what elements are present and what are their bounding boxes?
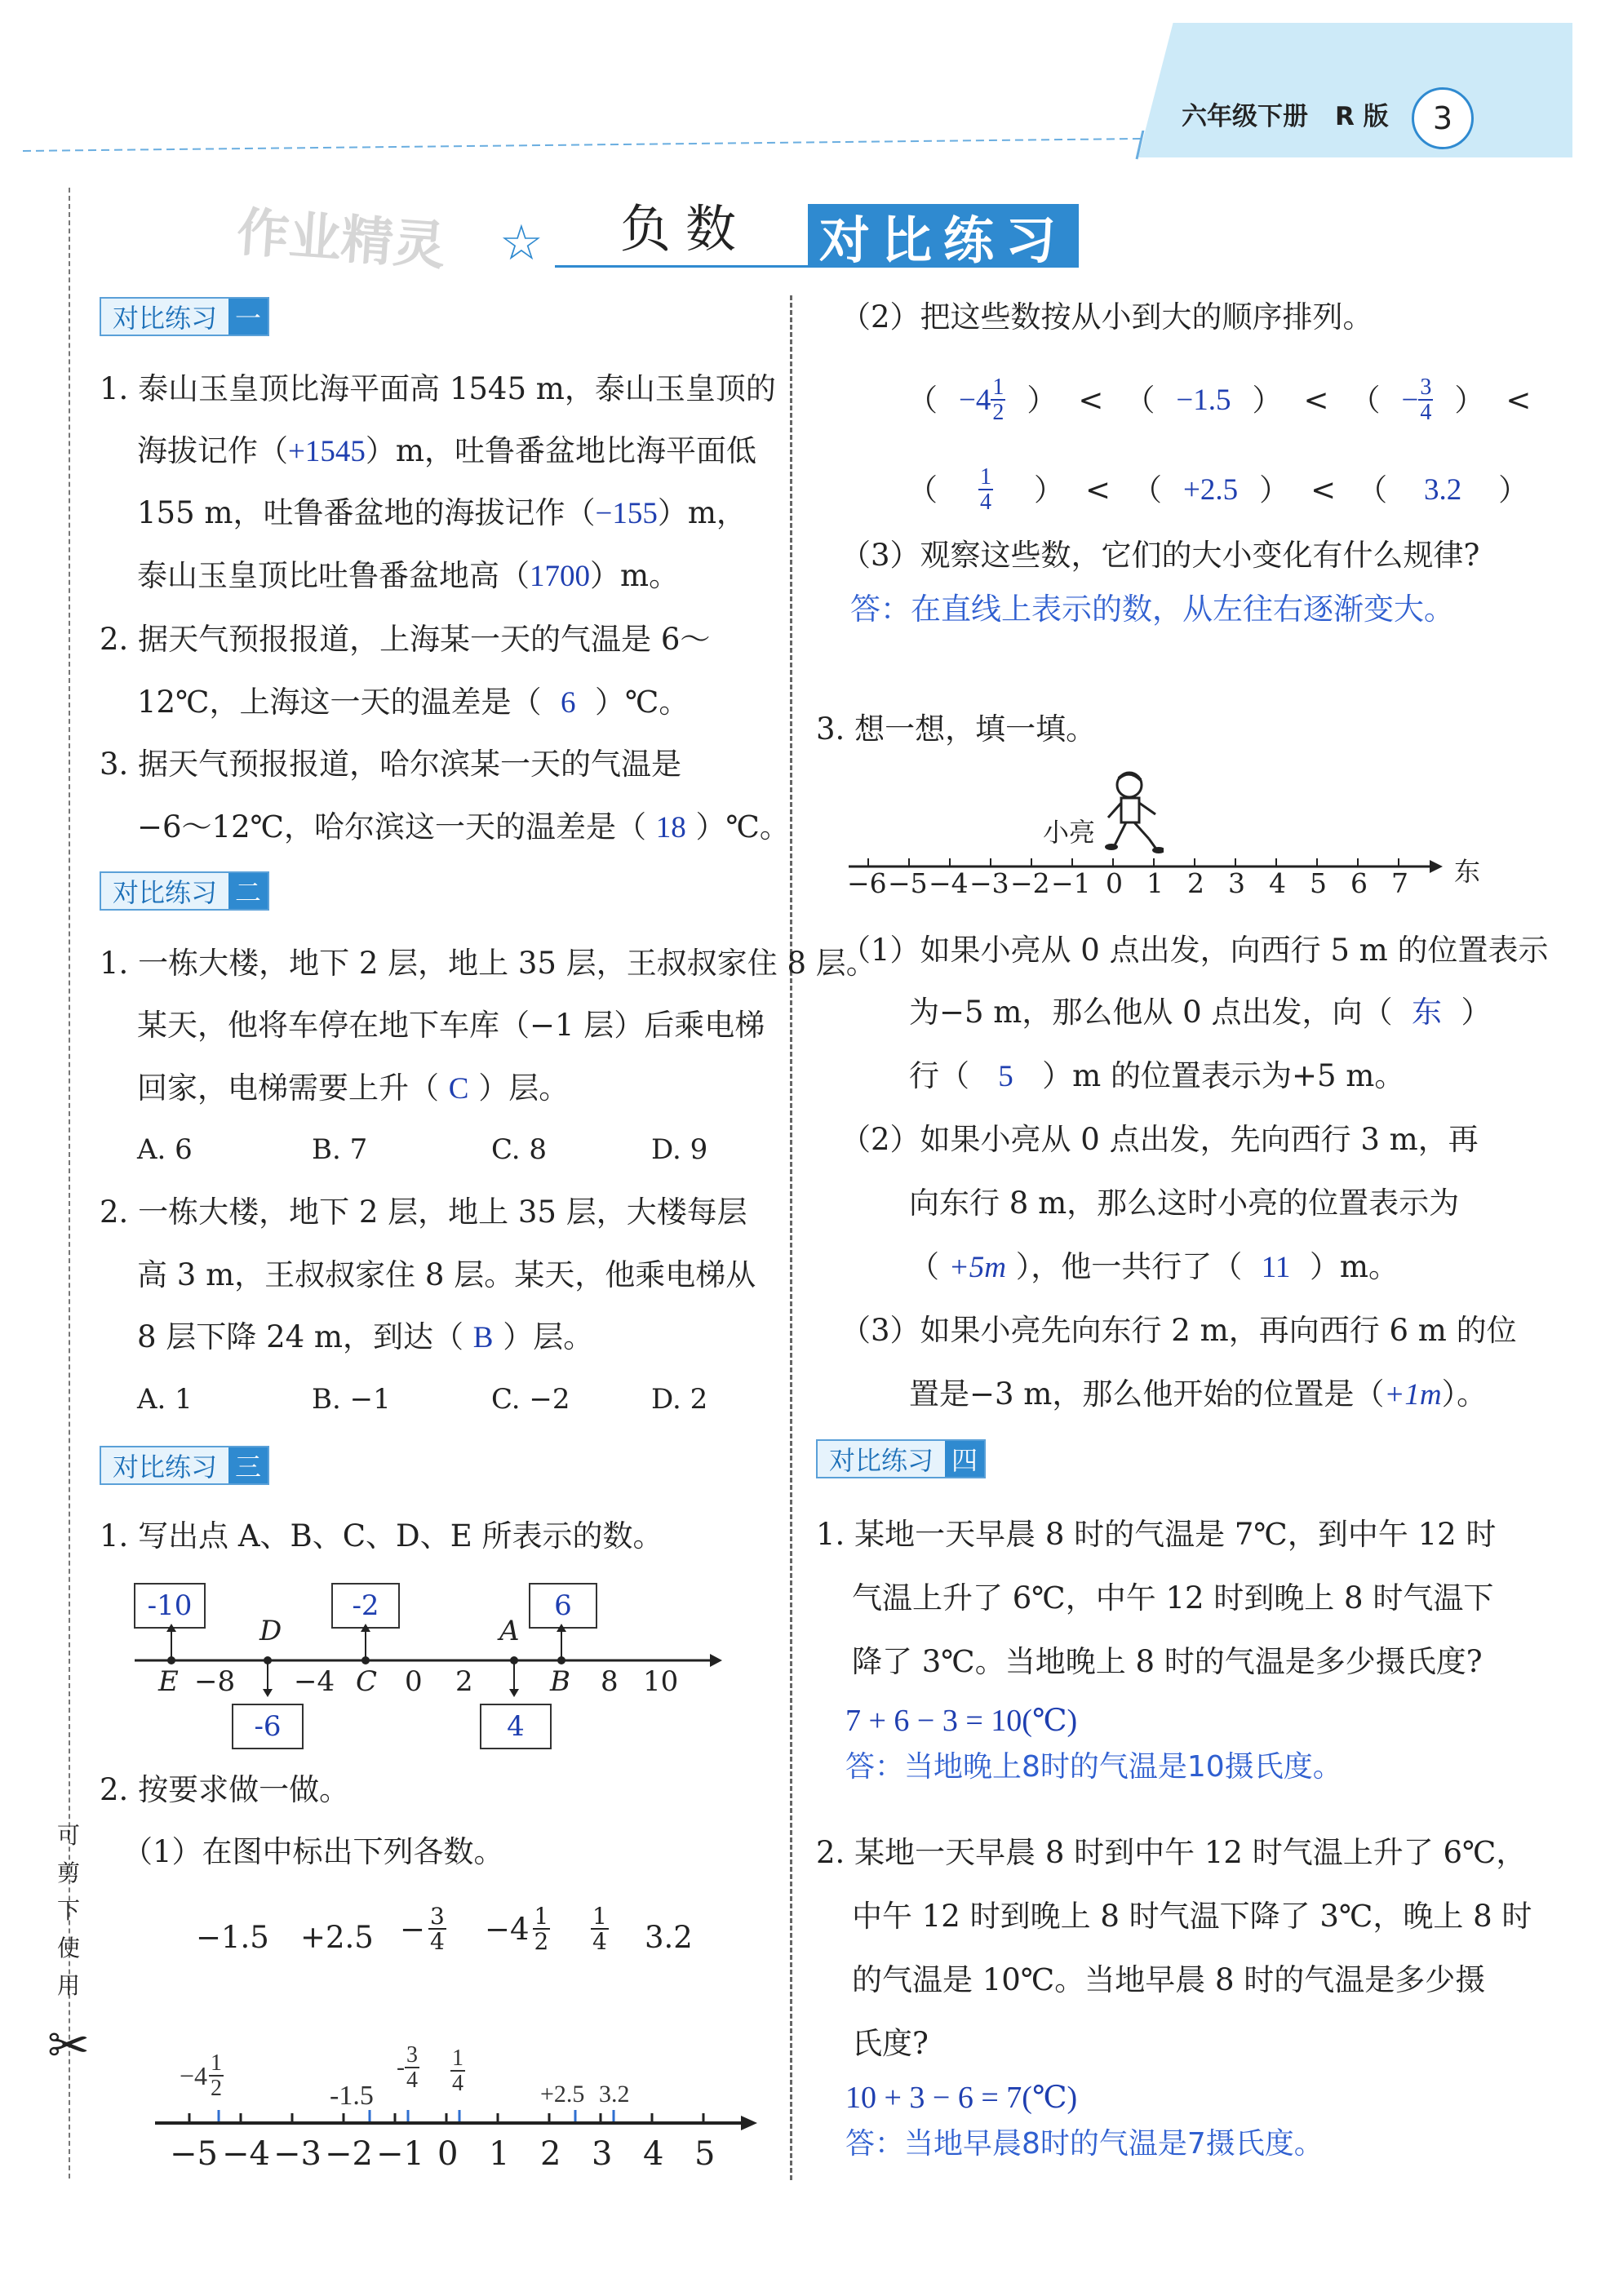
title-underline — [555, 265, 808, 268]
axis-label: −6 — [847, 867, 887, 899]
section-header-4 — [816, 1439, 986, 1478]
answer: 11 — [1261, 1251, 1291, 1284]
column-divider — [790, 295, 792, 2180]
cut-char: 可 — [57, 1822, 81, 1849]
answer: C — [448, 1072, 469, 1106]
cut-char: 剪 — [57, 1859, 81, 1886]
answer: 18 — [655, 811, 686, 844]
answer-box-b: 6 — [529, 1583, 597, 1629]
given-number: +2.5 — [300, 1920, 374, 1955]
question-line: 155 m，吐鲁番盆地的海拔记作（−155）m， — [137, 495, 747, 530]
axis-label: 4 — [1269, 867, 1286, 899]
tick-label: 0 — [405, 1665, 423, 1698]
axis-label: 5 — [1310, 867, 1327, 899]
axis-label: 1 — [1146, 867, 1164, 899]
question-line: （1）如果小亮从 0 点出发，向西行 5 m 的位置表示 — [840, 933, 1549, 968]
question-line: 3. 据天气预报报道，哈尔滨某一天的气温是 — [100, 747, 682, 782]
option: D. 2 — [651, 1383, 708, 1416]
answer: +1m — [1384, 1378, 1442, 1412]
answer: B — [472, 1321, 494, 1354]
question-line: （3）如果小亮先向东行 2 m，再向西行 6 m 的位 — [840, 1313, 1517, 1348]
answer: +5m — [948, 1251, 1006, 1284]
question-line: 8 层下降 24 m，到达（ B ）层。 — [137, 1319, 594, 1354]
point-letter: D — [259, 1615, 282, 1647]
question-line: 高 3 m，王叔叔家住 8 层。某天，他乘电梯从 — [137, 1257, 756, 1292]
number-line-marked — [147, 2105, 767, 2138]
section-number: 二 — [228, 873, 268, 909]
section-number: 三 — [228, 1447, 268, 1483]
answer: +1545 — [288, 435, 366, 468]
axis-label: −2 — [1010, 867, 1050, 899]
star-icon: ☆ — [499, 215, 543, 272]
question-line: 降了 3℃。当地晚上 8 时的气温是多少摄氏度? — [852, 1644, 1483, 1679]
tick-label: 2 — [455, 1665, 473, 1698]
header-band — [1138, 23, 1572, 157]
question-line: （3）观察这些数，它们的大小变化有什么规律? — [840, 538, 1480, 573]
axis-label: 1 — [489, 2135, 510, 2173]
axis-label: −2 — [325, 2135, 373, 2173]
axis-label: −1 — [1051, 867, 1091, 899]
section-number: 四 — [945, 1441, 984, 1477]
section-label: 对比练习 — [113, 303, 218, 334]
section-header-3 — [100, 1446, 269, 1485]
point-letter: B — [550, 1665, 570, 1698]
section-label: 对比练习 — [113, 877, 218, 908]
marked-number: 3.2 — [599, 2081, 630, 2108]
answer-box-a: 4 — [480, 1704, 552, 1749]
east-label: 东 — [1454, 856, 1481, 887]
axis-label: −4 — [222, 2135, 270, 2173]
answer-box-d: -6 — [232, 1704, 304, 1749]
question-line: 2. 据天气预报报道，上海某一天的气温是 6～ — [100, 622, 711, 657]
title-badge: 对比练习 — [808, 204, 1079, 268]
section-label: 对比练习 — [829, 1445, 934, 1476]
question-line: 1. 一栋大楼，地下 2 层，地上 35 层，王叔叔家住 8 层。 — [100, 946, 876, 981]
answer-line: 答：当地早晨8时的气温是7摄氏度。 — [845, 2127, 1324, 2161]
option: B. −1 — [312, 1383, 391, 1416]
question-line: 1. 写出点 A、B、C、D、E 所表示的数。 — [100, 1518, 663, 1554]
axis-label: 0 — [437, 2135, 459, 2173]
axis-label: −5 — [888, 867, 928, 899]
axis-label: 0 — [1106, 867, 1123, 899]
question-line: 某天，他将车停在地下车库（−1 层）后乘电梯 — [137, 1008, 765, 1043]
marked-number: -1.5 — [330, 2081, 374, 2111]
question-line: 1. 泰山玉皇顶比海平面高 1545 m，泰山玉皇顶的 — [100, 371, 776, 406]
question-line: （ +5m ），他一共行了（ 11 ）m。 — [909, 1249, 1399, 1284]
header-dash-line — [23, 131, 1157, 163]
child-label: 小亮 — [1043, 817, 1096, 848]
answer-line: 答：在直线上表示的数，从左往右逐渐变大。 — [850, 592, 1454, 627]
cut-char: 下 — [57, 1897, 81, 1924]
question-line: （2）把这些数按从小到大的顺序排列。 — [840, 299, 1373, 335]
section-header-2 — [100, 871, 269, 911]
question-line: （2）如果小亮从 0 点出发，先向西行 3 m，再 — [840, 1122, 1479, 1157]
given-number: 3.2 — [645, 1920, 693, 1955]
marked-number: −4 $\frac{1}{2}$ — [180, 2050, 223, 2102]
marked-number: +2.5 — [540, 2081, 585, 2108]
given-number: −4 $\frac{1}{2}$ — [485, 1903, 549, 1956]
point-letter: C — [356, 1665, 378, 1698]
tick-label: −4 — [294, 1665, 335, 1698]
axis-label: −3 — [969, 867, 1009, 899]
axis-label: 3 — [1228, 867, 1245, 899]
axis-label: −4 — [929, 867, 969, 899]
cut-char: 用 — [57, 1972, 81, 1999]
question-line: −6～12℃，哈尔滨这一天的温差是（ 18 ）℃。 — [137, 809, 790, 844]
point-letter: E — [158, 1665, 179, 1698]
question-line: 氏度? — [852, 2026, 929, 2061]
answer: 6 — [561, 686, 576, 720]
axis-label: −5 — [170, 2135, 218, 2173]
axis-label: 3 — [592, 2135, 613, 2173]
axis-label: 4 — [643, 2135, 664, 2173]
given-number: $\frac{1}{4}$ — [592, 1903, 607, 1956]
section-number: 一 — [228, 299, 268, 335]
tick-label: −8 — [194, 1665, 236, 1698]
order-row-1: （ −4 $\frac{1}{2}$ ） < （ −1.5 ） < （ − $\frac{3}{4}$ ） < — [907, 375, 1532, 426]
question-line: 为−5 m，那么他从 0 点出发，向（ 东 ） — [909, 995, 1492, 1030]
question-line: 12℃，上海这一天的温差是（ 6 ）℃。 — [137, 685, 690, 720]
cut-char: 使 — [57, 1935, 81, 1961]
question-line: 2. 一栋大楼，地下 2 层，地上 35 层，大楼每层 — [100, 1195, 747, 1230]
axis-label: 2 — [540, 2135, 561, 2173]
axis-label: 7 — [1391, 867, 1408, 899]
question-line: 回家，电梯需要上升（ C ）层。 — [137, 1070, 570, 1106]
answer: −155 — [595, 497, 658, 530]
question-line: 2. 按要求做一做。 — [100, 1772, 350, 1807]
running-boy-figure — [1098, 770, 1164, 855]
answer-line: 答：当地晚上8时的气温是10摄氏度。 — [845, 1750, 1342, 1784]
calculation: 10 + 3 − 6 = 7(℃) — [845, 2081, 1078, 2115]
answer: 东 — [1411, 996, 1442, 1030]
section-header-1 — [100, 297, 269, 336]
question-line: 的气温是 10℃。当地早晨 8 时的气温是多少摄 — [852, 1962, 1486, 1997]
option: C. −2 — [491, 1383, 570, 1416]
option: A. 6 — [137, 1133, 193, 1166]
question-line: 中午 12 时到晚上 8 时气温下降了 3℃，晚上 8 时 — [852, 1899, 1532, 1934]
question-line: 置是−3 m，那么他开始的位置是（+1m）。 — [909, 1376, 1488, 1412]
marked-number: $\frac{1}{4}$ — [452, 2046, 463, 2097]
page-title: 负数 — [620, 199, 752, 259]
question-line: 2. 某地一天早晨 8 时到中午 12 时气温上升了 6℃， — [816, 1835, 1527, 1870]
option: B. 7 — [312, 1133, 368, 1166]
section-label: 对比练习 — [113, 1452, 218, 1483]
axis-label: 2 — [1187, 867, 1204, 899]
question-line: 泰山玉皇顶比吐鲁番盆地高（1700）m。 — [137, 558, 680, 593]
point-letter: A — [499, 1615, 520, 1647]
watermark: 作业精灵 — [234, 202, 448, 277]
question-line: 行（ 5 ）m 的位置表示为+5 m。 — [909, 1058, 1405, 1093]
answer: 5 — [998, 1060, 1013, 1093]
answer-box-c: -2 — [331, 1583, 400, 1629]
axis-label: 5 — [694, 2135, 716, 2173]
tick-label: 8 — [601, 1665, 619, 1698]
question-line: 3. 想一想，填一填。 — [816, 711, 1097, 747]
axis-label: 6 — [1350, 867, 1368, 899]
option: A. 1 — [137, 1383, 193, 1416]
option: D. 9 — [651, 1133, 708, 1166]
question-line: 向东行 8 m，那么这时小亮的位置表示为 — [909, 1186, 1460, 1221]
answer-box-e: -10 — [134, 1583, 206, 1629]
question-line: 海拔记作（+1545）m，吐鲁番盆地比海平面低 — [137, 433, 756, 468]
tick-label: 10 — [643, 1665, 679, 1698]
question-line: 1. 某地一天早晨 8 时的气温是 7℃，到中午 12 时 — [816, 1517, 1497, 1552]
question-line: （1）在图中标出下列各数。 — [122, 1834, 504, 1869]
given-number: −1.5 — [196, 1920, 269, 1955]
option: C. 8 — [491, 1133, 548, 1166]
scissors-icon: ✂ — [47, 2015, 90, 2075]
calculation: 7 + 6 − 3 = 10(℃) — [845, 1704, 1078, 1738]
question-line: 气温上升了 6℃，中午 12 时到晚上 8 时气温下 — [852, 1580, 1494, 1616]
given-number: − $\frac{3}{4}$ — [400, 1903, 445, 1956]
edition-label: R 版 — [1335, 102, 1389, 131]
marked-number: - $\frac{3}{4}$ — [397, 2042, 418, 2094]
page-number: 3 — [1412, 87, 1474, 149]
answer: 1700 — [530, 560, 590, 593]
axis-label: −1 — [376, 2135, 424, 2173]
axis-label: −3 — [273, 2135, 322, 2173]
order-row-2: （ $\frac{1}{4}$ ） < （ +2.5 ） < （ 3.2 ） — [907, 464, 1529, 516]
grade-label: 六年级下册 — [1182, 102, 1308, 131]
